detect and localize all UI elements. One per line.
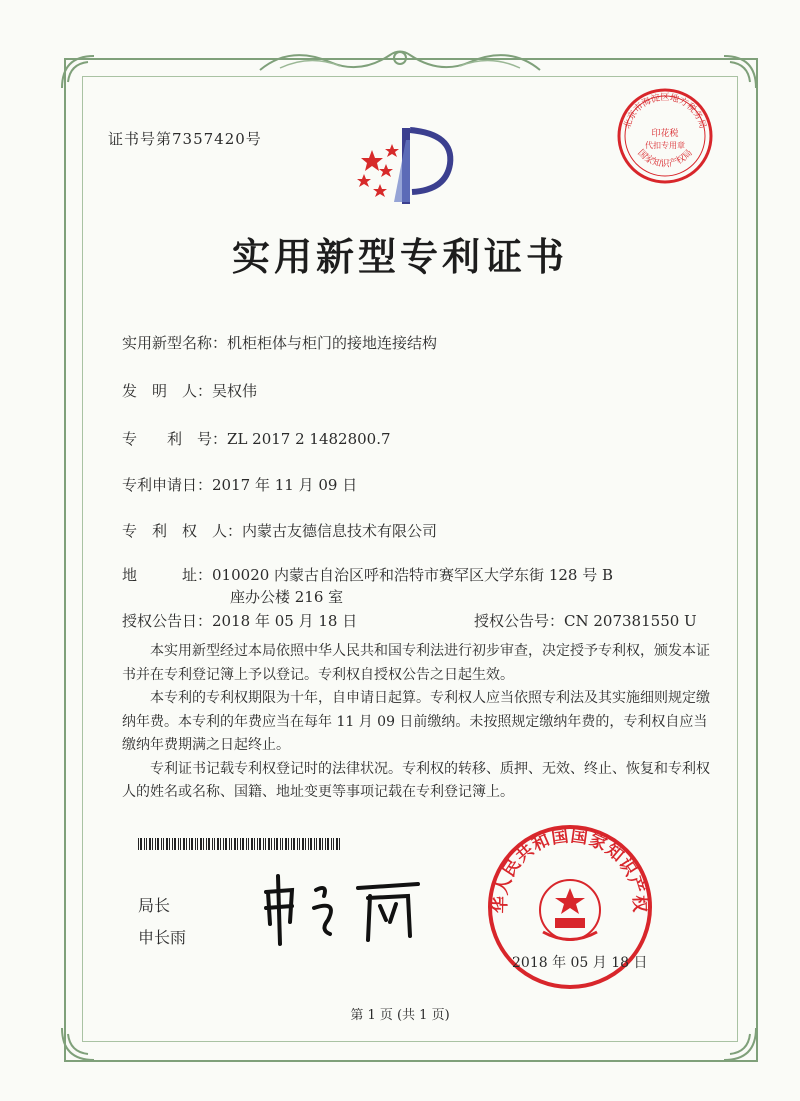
top-ornament	[250, 40, 550, 80]
field-label: 专 利 号：	[122, 430, 228, 448]
field-value: 吴权伟	[212, 382, 258, 400]
field-value: 2018 年 05 月 18 日	[212, 612, 358, 630]
paragraph: 本实用新型经过本局依照中华人民共和国专利法进行初步审查，决定授予专利权，颁发本证书并在专利登记簿上予以登记。专利权自授权公告之日起生效。	[122, 643, 710, 683]
tax-stamp-line-2: 代扣专用章	[645, 141, 685, 150]
field-value: 机柜柜体与柜门的接地连接结构	[227, 334, 438, 352]
signature	[258, 870, 428, 950]
field-label: 授权公告号：	[474, 612, 565, 630]
corner-ornament-top-left	[58, 52, 118, 92]
field-patentee	[122, 520, 437, 541]
chief-title: 局长	[138, 896, 171, 915]
issue-date: 2018 年 05 月 18 日	[512, 955, 648, 971]
certificate-number: 证书号第7357420号	[108, 130, 262, 148]
tax-stamp-arc-text: 北京市海淀区地方税务局	[622, 93, 708, 131]
field-grant-number	[474, 610, 697, 631]
field-label: 地 址：	[122, 566, 213, 584]
field-value: 2017 年 11 月 09 日	[212, 476, 358, 494]
field-value: ZL 2017 2 1482800.7	[227, 430, 391, 448]
field-label: 授权公告日：	[122, 612, 213, 630]
field-label: 专利申请日：	[122, 476, 213, 494]
tax-stamp-line-1: 印花税	[651, 129, 679, 139]
page-title: 实用新型专利证书	[231, 234, 568, 279]
corner-ornament-bottom-right	[700, 1024, 760, 1064]
field-patent-number	[122, 428, 391, 449]
address-line-2: 座办公楼 216 室	[230, 588, 344, 606]
field-inventor	[122, 380, 257, 401]
field-label: 专 利 权 人：	[122, 522, 243, 540]
paragraph: 本专利的专利权期限为十年，自申请日起算。专利权人应当依照专利法及其实施细则规定缴纳年费。本专利的年费应当在每年 11 月 09 日前缴纳。未按照规定缴纳年费的，专利权自应当缴纳年费期满之日起终止。	[122, 690, 710, 753]
field-utility-name	[122, 332, 437, 353]
corner-ornament-bottom-left	[58, 1024, 118, 1064]
chief-name: 申长雨	[138, 928, 187, 947]
field-value: CN 207381550 U	[564, 612, 697, 630]
page-number: 第 1 页 (共 1 页)	[350, 1008, 450, 1023]
field-label: 发 明 人：	[122, 382, 213, 400]
svg-text:国家知识产权局	[635, 147, 694, 169]
cnipa-emblem-icon	[350, 120, 460, 210]
field-grant-date	[122, 610, 357, 631]
tax-stamp-bottom-text: 国家知识产权局	[635, 148, 695, 170]
barcode	[138, 838, 343, 850]
seal-arc-text: 华人民共和国国家知识产权	[490, 826, 650, 914]
address-line-1: 010020 内蒙古自治区呼和浩特市赛罕区大学东街 128 号 B	[212, 566, 614, 584]
field-address	[122, 564, 613, 585]
field-application-date	[122, 474, 357, 495]
field-label: 实用新型名称：	[122, 334, 228, 352]
certificate-body	[122, 640, 716, 805]
field-value: 内蒙古友德信息技术有限公司	[242, 522, 438, 540]
paragraph: 专利证书记载专利权登记时的法律状况。专利权的转移、质押、无效、终止、恢复和专利权人的姓名或名称、国籍、地址变更等事项记载在专利登记簿上。	[122, 760, 710, 800]
tax-stamp	[615, 86, 715, 186]
